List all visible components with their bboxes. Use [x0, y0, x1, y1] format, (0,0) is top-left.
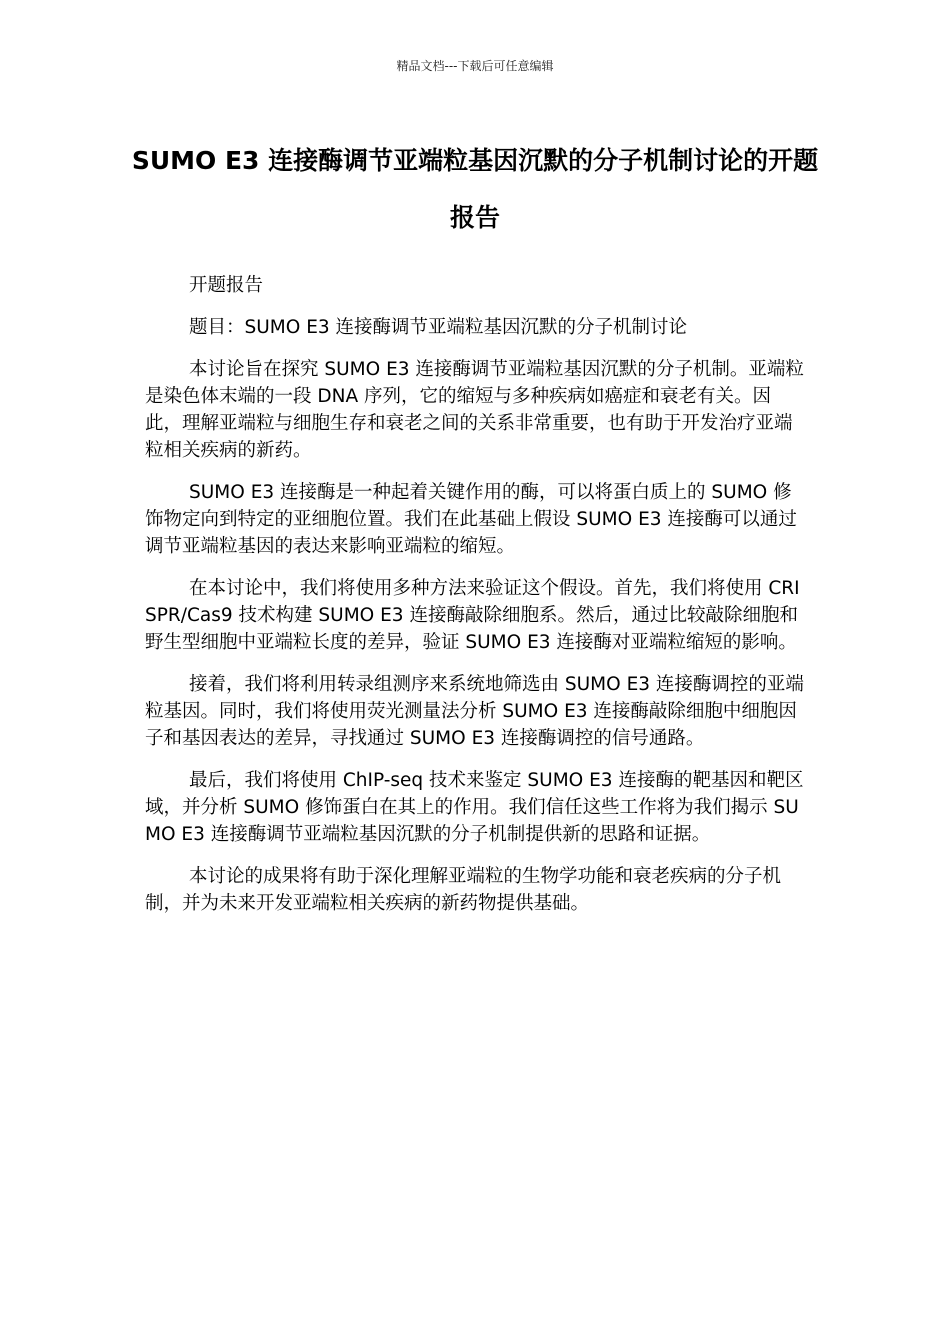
header-note: 精品文档---下载后可任意编辑 — [396, 59, 554, 73]
paragraph-topic: 题目：SUMO E3 连接酶调节亚端粒基因沉默的分子机制讨论 — [189, 317, 688, 338]
document-body — [145, 272, 807, 932]
paragraph-methods: 在本讨论中，我们将使用多种方法来验证这个假设。首先，我们将使用 CRISPR/Cas9 技术构建 SUMO E3 连接酶敲除细胞系。然后，通过比较敲除细胞和野生型细胞中亚端粒长度的差异，验证 SUMO E3 连接酶对亚端粒缩短的影响。 — [145, 578, 800, 653]
paragraph-transcriptome: 接着，我们将利用转录组测序来系统地筛选由 SUMO E3 连接酶调控的亚端粒基因。同时，我们将使用荧光测量法分析 SUMO E3 连接酶敲除细胞中细胞因子和基因表达的差异，寻找通过 SUMO E3 连接酶调控的信号通路。 — [145, 674, 804, 749]
paragraph-report-label: 开题报告 — [189, 275, 264, 296]
document-title: SUMO E3 连接酶调节亚端粒基因沉默的分子机制讨论的开题报告 — [131, 146, 819, 232]
paragraph-hypothesis: SUMO E3 连接酶是一种起着关键作用的酶，可以将蛋白质上的 SUMO 修饰物定向到特定的亚细胞位置。我们在此基础上假设 SUMO E3 连接酶可以通过调节亚端粒基因的表达来影响亚端粒的缩短。 — [145, 482, 797, 557]
paragraph-conclusion: 本讨论的成果将有助于深化理解亚端粒的生物学功能和衰老疾病的分子机制，并为未来开发亚端粒相关疾病的新药物提供基础。 — [145, 866, 782, 914]
paragraph-background: 本讨论旨在探究 SUMO E3 连接酶调节亚端粒基因沉默的分子机制。亚端粒是染色体末端的一段 DNA 序列，它的缩短与多种疾病如癌症和衰老有关。因此，理解亚端粒与细胞生存和衰老之间的关系非常重要，也有助于开发治疗亚端粒相关疾病的新药。 — [145, 359, 804, 461]
paragraph-chipseq: 最后，我们将使用 ChIP-seq 技术来鉴定 SUMO E3 连接酶的靶基因和靶区域，并分析 SUMO 修饰蛋白在其上的作用。我们信任这些工作将为我们揭示 SUMO E3 连接酶调节亚端粒基因沉默的分子机制提供新的思路和证据。 — [145, 770, 804, 845]
